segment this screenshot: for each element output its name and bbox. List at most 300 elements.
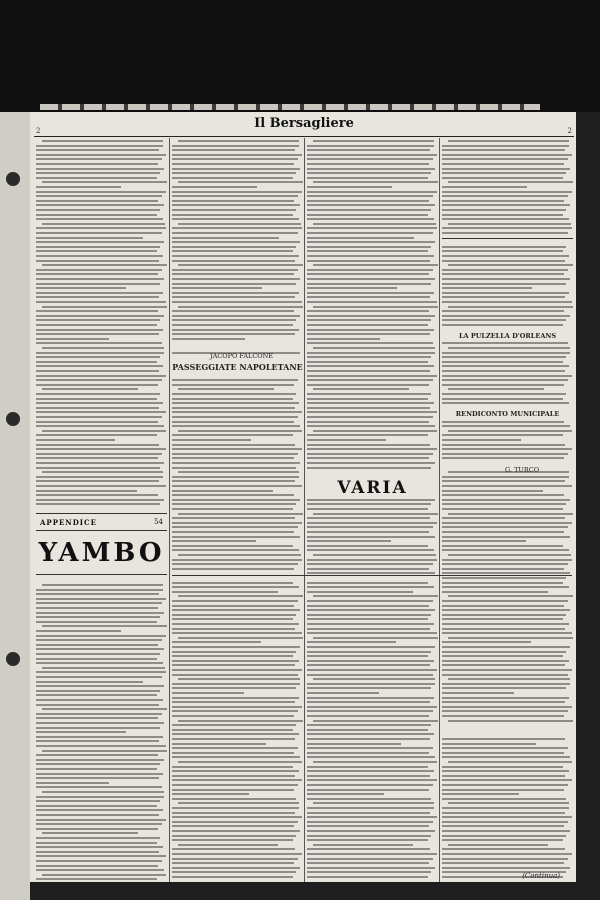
text-line: [442, 697, 569, 699]
text-line: [442, 632, 572, 634]
text-line: [448, 140, 569, 142]
text-line: [442, 227, 572, 229]
text-line: [307, 614, 431, 616]
text-line: [307, 287, 397, 289]
text-line: [36, 204, 164, 206]
text-line: [442, 536, 570, 538]
text-line: [172, 260, 295, 262]
text-line: [36, 333, 159, 335]
text-line: [442, 655, 563, 657]
text-line: [307, 706, 437, 708]
text-line: [36, 163, 158, 165]
text-line: [442, 503, 566, 505]
text-line: [36, 658, 157, 660]
signature-col2: JACOPO FALCONE: [210, 352, 274, 360]
text-line: [172, 586, 299, 588]
text-line: [36, 398, 157, 400]
text-line: [172, 706, 302, 708]
text-line: [36, 662, 163, 664]
text-line: [36, 694, 157, 696]
text-line: [36, 444, 159, 446]
text-line: [172, 770, 299, 772]
text-line: [307, 660, 434, 662]
text-line: [307, 789, 429, 791]
section-divider: [36, 513, 167, 514]
text-line: [172, 738, 295, 740]
text-line: [307, 766, 428, 768]
text-line: [36, 342, 162, 344]
text-line: [36, 273, 158, 275]
text-line: [172, 710, 298, 712]
text-line: [448, 595, 573, 597]
text-line: [36, 503, 160, 505]
text-line: [448, 678, 570, 680]
text-line: [442, 352, 570, 354]
text-line: [172, 273, 294, 275]
text-line: [36, 158, 162, 160]
text-line: [442, 453, 568, 455]
text-line: [36, 768, 157, 770]
text-line: [307, 835, 431, 837]
text-line: [172, 697, 299, 699]
text-line: [178, 637, 303, 639]
text-line: [172, 480, 295, 482]
text-line: [172, 508, 293, 510]
text-line: [36, 448, 166, 450]
text-line: [442, 384, 564, 386]
heading-passeggiate: PASSEGGIATE NAPOLETANE: [172, 362, 303, 372]
text-line: [36, 324, 157, 326]
text-line: [307, 241, 435, 243]
text-line: [442, 434, 563, 436]
text-line: [36, 740, 159, 742]
page-number-left: 2: [36, 127, 41, 135]
text-line: [442, 209, 566, 211]
text-line: [442, 393, 566, 395]
text-line: [307, 172, 431, 174]
text-line: [172, 632, 302, 634]
text-line: [442, 260, 565, 262]
text-line: [172, 807, 299, 809]
text-line: [172, 858, 298, 860]
text-line: [307, 260, 430, 262]
text-line: [307, 462, 435, 464]
text-line: [36, 467, 160, 469]
text-line: [442, 191, 572, 193]
text-line: [172, 876, 293, 878]
text-line: [307, 848, 430, 850]
text-line: [442, 706, 572, 708]
text-line: [172, 168, 300, 170]
text-line: [178, 802, 299, 804]
text-line: [307, 545, 428, 547]
binding-margin: [0, 112, 30, 900]
section-divider: [442, 238, 573, 239]
text-line: [172, 789, 294, 791]
text-line: [172, 651, 296, 653]
text-line: [36, 754, 158, 756]
text-line: [313, 595, 438, 597]
appendice-number: 54: [154, 518, 163, 526]
text-line: [307, 632, 437, 634]
text-line: [172, 568, 294, 570]
text-line: [442, 623, 569, 625]
text-line: [36, 356, 160, 358]
text-line: [442, 292, 569, 294]
signature-col4: G. TURCO: [505, 466, 540, 474]
text-line: [36, 214, 157, 216]
text-line: [36, 819, 166, 821]
text-line: [307, 779, 437, 781]
text-line: [307, 292, 434, 294]
text-line: [36, 485, 166, 487]
text-line: [172, 549, 299, 551]
text-line: [442, 738, 565, 740]
text-line: [313, 513, 438, 515]
text-line: [442, 683, 570, 685]
text-line: [36, 842, 157, 844]
text-line: [307, 453, 433, 455]
text-line: [307, 876, 428, 878]
text-line: [172, 177, 293, 179]
text-line: [313, 140, 434, 142]
text-line: [313, 223, 436, 225]
text-line: [172, 835, 296, 837]
text-line: [42, 750, 167, 752]
text-line: [442, 439, 521, 441]
text-line: [442, 269, 568, 271]
text-line: [172, 421, 294, 423]
text-line: [172, 411, 302, 413]
text-line: [172, 448, 302, 450]
text-line: [172, 204, 300, 206]
text-line: [307, 821, 433, 823]
text-line: [307, 439, 386, 441]
text-line: [307, 384, 429, 386]
text-line: [307, 232, 433, 234]
text-line: [442, 821, 568, 823]
text-line: [307, 411, 437, 413]
text-line: [172, 269, 298, 271]
text-line: [307, 563, 433, 565]
text-line: [442, 310, 564, 312]
text-line: [36, 805, 157, 807]
text-line: [442, 158, 568, 160]
text-line: [442, 457, 564, 459]
text-line: [36, 598, 166, 600]
text-line: [36, 480, 159, 482]
text-line: [307, 655, 428, 657]
text-line: [442, 499, 570, 501]
text-line: [172, 821, 298, 823]
text-line: [448, 720, 573, 722]
text-line: [307, 687, 431, 689]
text-line: [36, 255, 163, 257]
text-line: [172, 232, 298, 234]
text-line: [307, 333, 430, 335]
text-line: [442, 549, 569, 551]
text-line: [442, 540, 526, 542]
text-line: [172, 522, 302, 524]
text-line: [172, 867, 300, 869]
text-line: [36, 717, 158, 719]
text-line: [172, 467, 296, 469]
text-line: [36, 828, 158, 830]
binding-hole: [6, 172, 20, 186]
text-line: [448, 802, 569, 804]
text-line: [178, 720, 303, 722]
text-line: [178, 181, 303, 183]
text-line: [172, 227, 302, 229]
text-column-2: [172, 138, 303, 882]
text-line: [172, 457, 294, 459]
text-line: [172, 416, 298, 418]
text-line: [442, 494, 564, 496]
text-line: [313, 306, 438, 308]
text-line: [307, 531, 429, 533]
text-line: [36, 149, 159, 151]
text-line: [442, 476, 569, 478]
text-line: [172, 775, 295, 777]
text-line: [172, 715, 294, 717]
text-line: [172, 664, 295, 666]
text-line: [172, 154, 302, 156]
text-line: [36, 731, 126, 733]
text-line: [36, 310, 158, 312]
scan-top-border: [0, 0, 600, 112]
text-line: [172, 600, 298, 602]
text-line: [36, 612, 164, 614]
text-line: [172, 623, 299, 625]
text-line: [442, 651, 566, 653]
text-line: [307, 154, 437, 156]
text-line: [307, 623, 434, 625]
section-divider: [36, 530, 167, 531]
text-line: [307, 250, 428, 252]
text-column-1-lower: [36, 582, 167, 882]
text-line: [172, 402, 299, 404]
text-line: [307, 853, 437, 855]
newspaper-title: Il Bersagliere: [254, 116, 354, 131]
text-line: [36, 195, 162, 197]
text-line: [442, 398, 563, 400]
text-line: [448, 388, 544, 390]
text-line: [442, 200, 564, 202]
text-line: [442, 609, 570, 611]
text-line: [172, 674, 298, 676]
text-line: [442, 232, 568, 234]
text-line: [442, 812, 565, 814]
text-line: [178, 513, 303, 515]
text-line: [307, 227, 437, 229]
text-line: [307, 278, 435, 280]
text-line: [172, 687, 296, 689]
text-line: [172, 812, 295, 814]
text-line: [172, 163, 294, 165]
text-line: [442, 195, 568, 197]
text-line: [36, 421, 158, 423]
text-line: [307, 540, 391, 542]
text-line: [36, 476, 163, 478]
text-line: [36, 671, 166, 673]
text-line: [307, 839, 428, 841]
text-line: [442, 246, 566, 248]
text-line: [36, 621, 157, 623]
text-line: [307, 375, 437, 377]
text-line: [307, 628, 430, 630]
heading-varia: VARIA: [337, 478, 408, 498]
text-line: [442, 830, 570, 832]
text-line: [36, 186, 121, 188]
heading-yambo: YAMBO: [38, 538, 165, 568]
text-line: [307, 168, 435, 170]
text-line: [36, 704, 159, 706]
page-number-right: 2: [567, 127, 572, 135]
text-line: [36, 616, 160, 618]
text-line: [36, 736, 163, 738]
text-line: [172, 503, 296, 505]
text-line: [313, 347, 435, 349]
text-line: [307, 434, 428, 436]
text-line: [178, 678, 300, 680]
heading-pulzella: LA PULZELLA D'ORLEANS: [458, 332, 557, 340]
text-line: [36, 425, 164, 427]
column-rule: [439, 138, 440, 882]
text-line: [36, 384, 158, 386]
text-line: [307, 618, 428, 620]
text-line: [307, 743, 401, 745]
text-line: [42, 347, 164, 349]
text-line: [307, 416, 433, 418]
text-line: [442, 853, 572, 855]
text-line: [307, 559, 437, 561]
text-line: [172, 853, 302, 855]
text-line: [442, 522, 572, 524]
text-line: [42, 430, 166, 432]
text-line: [442, 559, 572, 561]
text-line: [178, 761, 302, 763]
text-line: [307, 830, 435, 832]
text-line: [442, 770, 569, 772]
text-line: [172, 756, 300, 758]
text-line: [307, 421, 429, 423]
text-line: [36, 800, 160, 802]
text-line: [172, 278, 300, 280]
text-line: [442, 591, 548, 593]
text-line: [172, 646, 300, 648]
text-line: [172, 582, 293, 584]
text-line: [172, 490, 273, 492]
text-line: [448, 181, 573, 183]
text-line: [172, 563, 298, 565]
text-line: [172, 729, 293, 731]
text-line: [313, 720, 438, 722]
text-line: [442, 531, 564, 533]
text-line: [172, 149, 295, 151]
text-line: [442, 379, 568, 381]
text-line: [36, 370, 159, 372]
text-line: [442, 586, 569, 588]
text-line: [307, 361, 428, 363]
text-line: [36, 593, 159, 595]
text-line: [172, 784, 298, 786]
text-line: [442, 867, 570, 869]
text-line: [172, 618, 293, 620]
masthead: [34, 114, 574, 137]
text-line: [442, 177, 563, 179]
text-line: [307, 692, 379, 694]
text-line: [172, 614, 296, 616]
text-line: [172, 526, 298, 528]
text-line: [442, 618, 563, 620]
text-line: [313, 637, 438, 639]
text-line: [442, 402, 569, 404]
text-line: [442, 766, 563, 768]
text-line: [442, 816, 572, 818]
text-line: [448, 430, 572, 432]
text-line: [172, 315, 300, 317]
text-line: [172, 324, 293, 326]
text-line: [42, 791, 164, 793]
text-line: [442, 480, 565, 482]
text-line: [172, 862, 294, 864]
text-line: [442, 444, 565, 446]
text-line: [307, 352, 435, 354]
text-line: [307, 398, 428, 400]
text-line: [172, 292, 299, 294]
text-line: [178, 554, 301, 556]
text-line: [36, 644, 158, 646]
text-line: [172, 655, 293, 657]
text-line: [442, 858, 568, 860]
text-line: [42, 832, 138, 834]
text-line: [442, 779, 572, 781]
text-line: [307, 457, 429, 459]
binding-hole: [6, 412, 20, 426]
text-line: [307, 209, 431, 211]
text-line: [36, 301, 166, 303]
text-line: [442, 784, 568, 786]
text-line: [313, 678, 435, 680]
text-line: [307, 177, 428, 179]
text-line: [36, 635, 166, 637]
text-line: [448, 347, 570, 349]
text-line: [442, 287, 532, 289]
text-line: [442, 605, 564, 607]
text-line: [42, 874, 166, 876]
text-line: [172, 747, 298, 749]
text-line: [36, 777, 159, 779]
text-line: [172, 434, 293, 436]
text-line: [307, 798, 431, 800]
text-line: [307, 407, 430, 409]
text-line: [36, 145, 163, 147]
text-line: [307, 370, 430, 372]
text-line: [172, 848, 295, 850]
text-line: [36, 439, 115, 441]
text-line: [307, 807, 434, 809]
text-line: [172, 200, 294, 202]
text-line: [42, 264, 167, 266]
text-line: [42, 625, 167, 627]
text-line: [36, 589, 163, 591]
text-line: [36, 434, 157, 436]
text-line: [442, 807, 569, 809]
text-line: [36, 241, 164, 243]
text-line: [442, 490, 543, 492]
text-line: [36, 287, 126, 289]
binding-hole: [6, 652, 20, 666]
